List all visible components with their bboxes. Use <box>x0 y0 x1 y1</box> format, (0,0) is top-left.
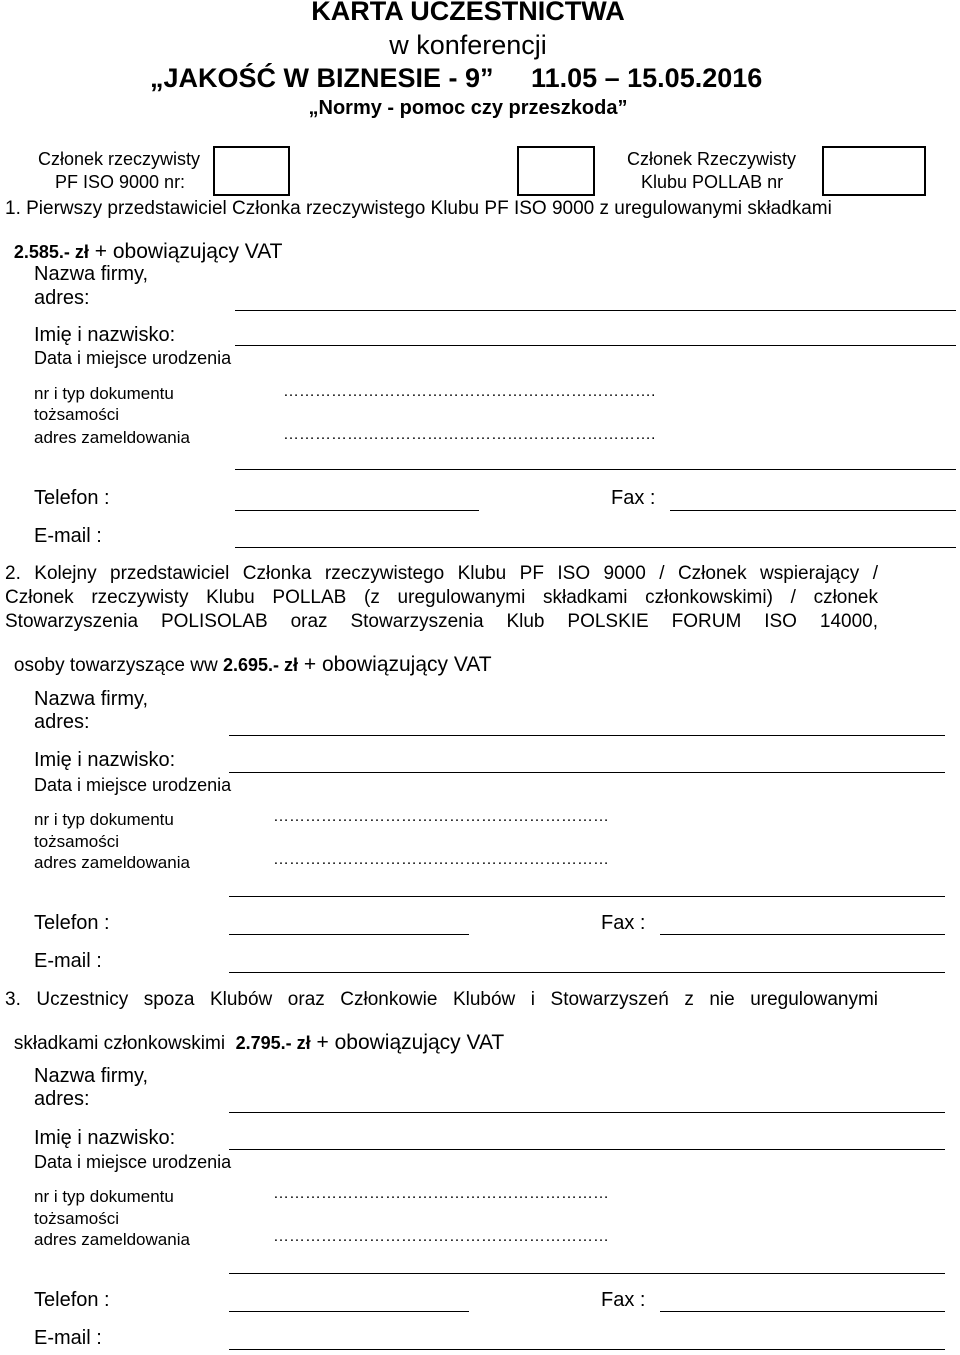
s3-doc-label-2: tożsamości <box>34 1209 120 1228</box>
s3-residence-field[interactable] <box>229 1273 945 1274</box>
page-title: KARTA UCZESTNICTWA <box>311 0 625 26</box>
s2-fax-label: Fax : <box>601 912 646 934</box>
s1-company-label: Nazwa firmy, <box>34 263 149 285</box>
s1-fax-label: Fax : <box>611 487 656 509</box>
s1-email-label: E-mail : <box>34 525 102 547</box>
s3-birth-label: Data i miejsce urodzenia <box>34 1152 232 1172</box>
member-pollab-label-nr: Klubu POLLAB nr <box>641 172 784 192</box>
s1-address-label: adres: <box>34 287 90 309</box>
s1-name-field[interactable] <box>235 345 956 346</box>
section-2-heading-line-2: Członek rzeczywisty Klubu POLLAB (z uregulowanymi składkami członkowskimi) / członek <box>5 587 878 608</box>
section-1-price-line <box>5 222 283 264</box>
s1-residence-dots[interactable]: ……………………………………………………………. <box>283 426 656 443</box>
s2-company-field[interactable] <box>229 735 945 736</box>
section-1-vat: + obowiązujący VAT <box>88 240 283 263</box>
member-pollab-label: Członek Rzeczywisty <box>627 149 797 169</box>
section-2-price: 2.695.- zł <box>222 655 299 675</box>
s3-company-field[interactable] <box>229 1112 945 1113</box>
s3-residence-dots[interactable]: ……………………………………………………… <box>273 1228 609 1245</box>
s2-company-label: Nazwa firmy, <box>34 688 149 710</box>
s3-company-label: Nazwa firmy, <box>34 1065 149 1087</box>
section-1-price: 2.585.- zł <box>13 242 89 262</box>
s1-doc-dots[interactable]: ……………………………………………………………. <box>283 383 656 400</box>
conference-motto: „Normy - pomoc czy przeszkoda” <box>308 97 628 119</box>
s2-residence-label: adres zameldowania <box>34 853 190 872</box>
section-2-heading-line-4: osoby towarzyszące ww <box>13 655 223 676</box>
s3-email-label: E-mail : <box>34 1327 102 1349</box>
s2-doc-dots[interactable]: ……………………………………………………… <box>273 808 609 825</box>
s1-doc-label-2: tożsamości <box>34 405 120 424</box>
s1-doc-label: nr i typ dokumentu <box>34 384 174 403</box>
section-3-heading-line-2: składkami członkowskimi <box>13 1033 236 1054</box>
s3-email-field[interactable] <box>229 1349 945 1350</box>
s2-email-field[interactable] <box>229 972 945 973</box>
s3-name-field[interactable] <box>229 1149 945 1150</box>
s3-fax-label: Fax : <box>601 1289 646 1311</box>
s2-email-label: E-mail : <box>34 950 102 972</box>
s3-fax-field[interactable] <box>660 1311 945 1312</box>
member-pf-label-nr: PF ISO 9000 nr: <box>55 172 186 192</box>
page-subtitle: w konferencji <box>389 30 547 60</box>
s3-address-label: adres: <box>34 1088 90 1110</box>
s3-phone-label: Telefon : <box>34 1289 110 1311</box>
s2-phone-field[interactable] <box>229 934 469 935</box>
s1-phone-label: Telefon : <box>34 487 110 509</box>
s3-name-label: Imię i nazwisko: <box>34 1127 176 1149</box>
s2-fax-field[interactable] <box>660 934 945 935</box>
section-2-price-line <box>5 635 492 677</box>
s2-phone-label: Telefon : <box>34 912 110 934</box>
member-pf-label: Członek rzeczywisty <box>38 149 201 169</box>
section-3-heading-line-1: 3. Uczestnicy spoza Klubów oraz Członkowie Klubów i Stowarzyszeń z nie uregulowanymi <box>5 989 878 1010</box>
s1-phone-field[interactable] <box>235 510 479 511</box>
s1-residence-field[interactable] <box>235 469 956 470</box>
s2-residence-dots[interactable]: ……………………………………………………… <box>273 851 609 868</box>
s2-residence-field[interactable] <box>229 896 945 897</box>
s2-doc-label-2: tożsamości <box>34 832 120 851</box>
s2-name-label: Imię i nazwisko: <box>34 749 176 771</box>
s2-address-label: adres: <box>34 711 90 733</box>
section-2-vat: + obowiązujący VAT <box>298 653 492 676</box>
s1-email-field[interactable] <box>235 547 956 548</box>
s3-residence-label: adres zameldowania <box>34 1230 190 1249</box>
s2-name-field[interactable] <box>229 772 945 773</box>
s1-residence-label: adres zameldowania <box>34 428 190 447</box>
section-2-heading-line-3: Stowarzyszenia POLISOLAB oraz Stowarzyszenia Klub POLSKIE FORUM ISO 14000, <box>5 611 878 632</box>
s2-birth-label: Data i miejsce urodzenia <box>34 775 232 795</box>
section-2-heading-line-1: 2. Kolejny przedstawiciel Członka rzeczywistego Klubu PF ISO 9000 / Członek wspierający / <box>5 563 878 584</box>
s3-doc-dots[interactable]: ……………………………………………………… <box>273 1185 609 1202</box>
conference-title: „JAKOŚĆ W BIZNESIE - 9” 11.05 – 15.05.2016 <box>150 63 763 93</box>
member-pollab-number-box[interactable] <box>822 146 926 196</box>
s1-birth-label: Data i miejsce urodzenia <box>34 348 232 368</box>
s3-doc-label: nr i typ dokumentu <box>34 1187 174 1206</box>
s2-doc-label: nr i typ dokumentu <box>34 810 174 829</box>
member-pf-number-box[interactable] <box>213 146 290 196</box>
s1-company-field[interactable] <box>235 310 956 311</box>
member-pf-extra-box[interactable] <box>517 146 595 196</box>
section-3-vat: + obowiązujący VAT <box>310 1031 505 1054</box>
section-3-price-line <box>5 1013 504 1055</box>
s1-fax-field[interactable] <box>670 510 956 511</box>
section-3-price: 2.795.- zł <box>235 1033 311 1053</box>
s1-name-label: Imię i nazwisko: <box>34 324 176 346</box>
section-1-heading: 1. Pierwszy przedstawiciel Członka rzeczywistego Klubu PF ISO 9000 z uregulowanymi składkami <box>5 198 832 219</box>
s3-phone-field[interactable] <box>229 1311 469 1312</box>
